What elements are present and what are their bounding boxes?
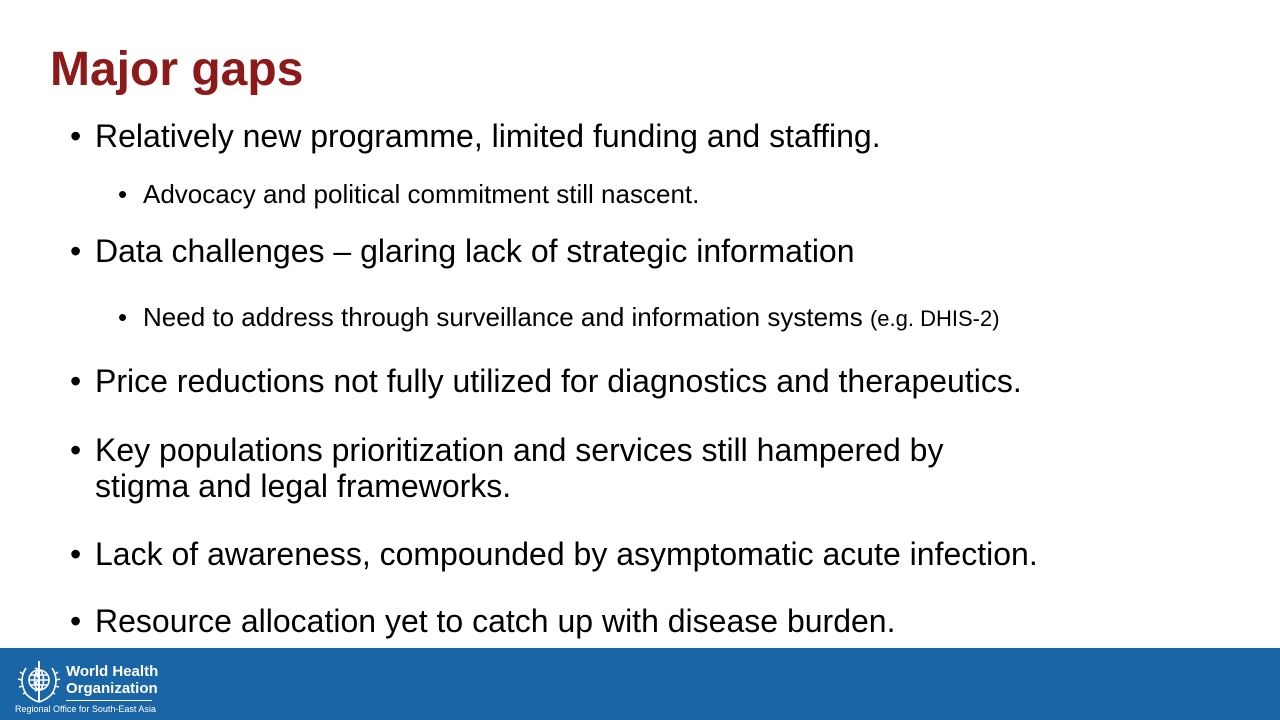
sub-bullet-item-2: [118, 302, 1000, 334]
bullet-text: Price reductions not fully utilized for diagnostics and therapeutics.: [95, 363, 1022, 399]
bullet-text: Advocacy and political commitment still nascent.: [143, 179, 700, 209]
regional-office-label: Regional Office for South-East Asia: [15, 704, 156, 714]
bullet-item-6: [70, 603, 895, 639]
bullet-item-2: [70, 233, 855, 269]
bullet-text: Key populations prioritization and services still hampered by: [95, 432, 944, 468]
bullet-marker: •: [70, 233, 82, 269]
bullet-item-3: [70, 363, 1022, 399]
org-name-line2: Organization: [66, 680, 158, 697]
bullet-marker: •: [70, 118, 82, 154]
bullet-note: (e.g. DHIS-2): [869, 306, 1000, 331]
bullet-text: Need to address through surveillance and information systems: [143, 302, 870, 332]
bullet-marker: •: [70, 363, 82, 399]
bullet-text: Data challenges – glaring lack of strategic information: [95, 233, 855, 269]
bullet-marker: •: [118, 302, 128, 332]
slide-title: Major gaps: [50, 43, 304, 96]
sub-bullet-item-1: [118, 179, 699, 209]
bullet-marker: •: [118, 179, 128, 209]
bullet-item-4: [70, 432, 943, 504]
org-name: [66, 663, 158, 697]
bullet-item-1: [70, 118, 881, 154]
footer-divider: [66, 700, 152, 701]
bullet-text: Relatively new programme, limited funding and staffing.: [95, 118, 881, 154]
who-emblem-icon: [14, 656, 64, 708]
bullet-marker: •: [70, 603, 82, 639]
bullet-text: Lack of awareness, compounded by asymptomatic acute infection.: [95, 536, 1038, 572]
bullet-item-5: [70, 536, 1038, 572]
bullet-text: Resource allocation yet to catch up with disease burden.: [95, 603, 896, 639]
bullet-marker: •: [70, 536, 82, 572]
org-name-line1: World Health: [66, 663, 159, 680]
bullet-marker: •: [70, 432, 82, 468]
footer-bar: [0, 648, 1280, 720]
bullet-text-continuation: stigma and legal frameworks.: [95, 468, 512, 504]
